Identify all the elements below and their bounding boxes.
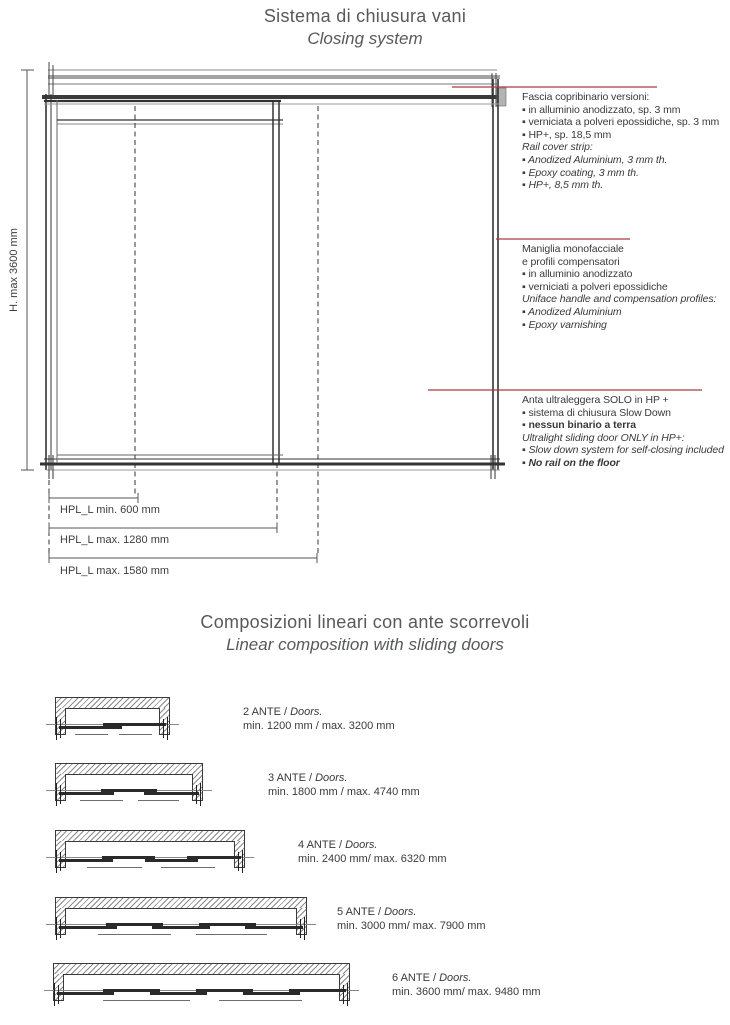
annotation-line: ▪ in alluminio anodizzato: [522, 268, 633, 281]
composition-label: [268, 771, 420, 799]
wall-tick: [238, 852, 239, 871]
wall-tick: [347, 983, 348, 1006]
wall-col: [296, 908, 307, 935]
wall-trk: [46, 924, 316, 925]
wall-tick: [343, 985, 344, 1004]
composition-row-6-doors: [0, 963, 730, 1021]
door-panel: [144, 792, 199, 795]
composition-title: [243, 705, 395, 719]
annotation-line: Rail cover strip:: [522, 141, 593, 154]
wall-tick: [196, 785, 197, 804]
composition-label: [298, 838, 447, 866]
composition-range: min. 3000 mm/ max. 7900 mm: [337, 920, 486, 932]
ante-count-en: Doors.: [290, 706, 323, 718]
wall-tick: [167, 717, 168, 740]
composition-title: [337, 905, 486, 919]
wall-tick: [56, 917, 57, 940]
plan-diagram-4-doors: [55, 830, 245, 876]
wall-tick: [60, 719, 61, 738]
door-panel: [57, 992, 114, 995]
wall-tick: [56, 717, 57, 740]
dim-label-max-1580: HPL_L max. 1580 mm: [60, 565, 170, 577]
wall-ghost: [196, 934, 267, 935]
annotation-line: ▪ sistema di chiusura Slow Down: [522, 406, 671, 419]
annotation-line: Anta ultraleggera SOLO in HP +: [522, 394, 669, 406]
composition-title: [392, 971, 541, 985]
wall-bar: [55, 697, 170, 709]
composition-range: min. 2400 mm/ max. 6320 mm: [298, 853, 447, 865]
wall-col: [339, 974, 350, 1001]
annotation-line: ▪ Epoxy coating, 3 mm th.: [522, 166, 639, 179]
composition-row-2-doors: [0, 697, 730, 755]
wall-bar: [55, 897, 307, 909]
composition-range: min. 1200 mm / max. 3200 mm: [243, 720, 395, 732]
dim-label-min-600: HPL_L min. 600 mm: [60, 504, 160, 516]
wall-tick: [56, 783, 57, 806]
ante-count-en: Doors.: [345, 839, 378, 851]
wall-ghost: [80, 800, 123, 801]
composition-title: [268, 771, 420, 785]
door-panel: [145, 859, 199, 862]
height-dimension-line: [21, 70, 34, 470]
centerlines: [49, 106, 318, 556]
wall-tick: [163, 719, 164, 738]
door-panel: [59, 859, 113, 862]
door-panel: [150, 992, 207, 995]
door-panel: [187, 856, 241, 859]
composition-label: [337, 905, 486, 933]
section1-title-italian: Sistema di chiusura vani: [263, 6, 467, 26]
composition-row-4-doors: [0, 830, 730, 888]
annotation-line: Fascia copribinario versioni:: [522, 91, 650, 103]
annotation-line: Uniface handle and compensation profiles:: [522, 293, 717, 306]
plan-diagram-2-doors: [55, 697, 170, 743]
door-panel: [59, 792, 114, 795]
wall-tick: [60, 785, 61, 804]
height-dimension-label: H. max 3600 mm: [8, 228, 20, 312]
composition-range: min. 1800 mm / max. 4740 mm: [268, 786, 420, 798]
plan-diagram-6-doors: [53, 963, 350, 1009]
wall-ghost: [219, 1000, 302, 1001]
annotation-line: ▪ in alluminio anodizzato, sp. 3 mm: [522, 103, 681, 116]
wall-tick: [58, 985, 59, 1004]
ante-count: 6 ANTE /: [392, 972, 440, 984]
annotation-line: ▪ HP+, sp. 18,5 mm: [522, 128, 612, 141]
wall-tick: [60, 852, 61, 871]
wall-tick: [56, 850, 57, 873]
wall-col: [159, 708, 170, 735]
wall-bar: [55, 763, 203, 775]
door-panel: [59, 926, 117, 929]
wall-tick: [300, 919, 301, 938]
wall-ghost: [75, 734, 108, 735]
ante-count: 5 ANTE /: [337, 906, 385, 918]
annotation-line: Ultralight sliding door ONLY in HP+:: [522, 431, 685, 444]
ante-count: 2 ANTE /: [243, 706, 291, 718]
wall-tick: [200, 783, 201, 806]
wall-tick: [242, 850, 243, 873]
composition-row-3-doors: [0, 763, 730, 821]
wall-tick: [54, 983, 55, 1006]
dim-label-max-1280: HPL_L max. 1280 mm: [60, 534, 170, 546]
section2-title-italian: Composizioni lineari con ante scorrevoli: [200, 612, 530, 632]
section2-title-english: Linear composition with sliding doors: [226, 635, 504, 654]
composition-row-5-doors: [0, 897, 730, 955]
composition-title: [298, 838, 447, 852]
annotation-line: ▪ verniciata a polveri epossidiche, sp. 3 mm: [522, 116, 720, 129]
door-panel: [245, 926, 303, 929]
annotation-rail-cover-strip: [522, 91, 730, 192]
annotation-line: e profili compensatori: [522, 255, 620, 268]
annotation-ultralight-door: [522, 394, 730, 470]
wall-bar: [55, 830, 245, 842]
wall-col: [234, 841, 245, 868]
ante-count-en: Doors.: [384, 906, 417, 918]
wall-col: [192, 774, 203, 801]
wall-ghost: [103, 1000, 189, 1001]
annotation-line: ▪ Epoxy varnishing: [522, 318, 607, 331]
composition-range: min. 3600 mm/ max. 9480 mm: [392, 986, 541, 998]
plan-diagram-5-doors: [55, 897, 307, 943]
wall-ghost: [161, 867, 214, 868]
door-panel: [103, 723, 166, 726]
door-panel: [289, 989, 346, 992]
annotation-line: Maniglia monofacciale: [522, 243, 624, 255]
sliding-door-panel: [57, 100, 283, 463]
annotation-line: ▪ nessun binario a terra: [522, 419, 636, 432]
annotation-line: ▪ No rail on the floor: [522, 456, 620, 469]
composition-label: [392, 971, 541, 999]
annotation-line: ▪ Slow down system for self-closing included: [522, 444, 724, 457]
wall-bar: [53, 963, 350, 975]
plan-diagram-3-doors: [55, 763, 203, 809]
door-panel: [59, 726, 122, 729]
ante-count: 3 ANTE /: [268, 772, 316, 784]
door-panel: [243, 992, 300, 995]
annotation-uniface-handle: [522, 243, 730, 331]
annotation-line: ▪ HP+, 8,5 mm th.: [522, 179, 604, 192]
wall-ghost: [119, 734, 151, 735]
wall-ghost: [138, 800, 179, 801]
annotation-line: ▪ Anodized Aluminium, 3 mm th.: [522, 153, 668, 166]
composition-label: [243, 705, 395, 733]
annotation-line: ▪ Anodized Aluminium: [522, 305, 622, 318]
wall-tick: [60, 919, 61, 938]
section1-title-english: Closing system: [307, 29, 423, 48]
section2-title: [0, 612, 730, 655]
annotation-line: ▪ verniciati a polveri epossidiche: [522, 280, 668, 293]
wall-tick: [304, 917, 305, 940]
ante-count: 4 ANTE /: [298, 839, 346, 851]
door-panel: [152, 926, 210, 929]
ante-count-en: Doors.: [315, 772, 348, 784]
ante-count-en: Doors.: [439, 972, 472, 984]
wall-ghost: [87, 867, 142, 868]
wall-ghost: [98, 934, 171, 935]
